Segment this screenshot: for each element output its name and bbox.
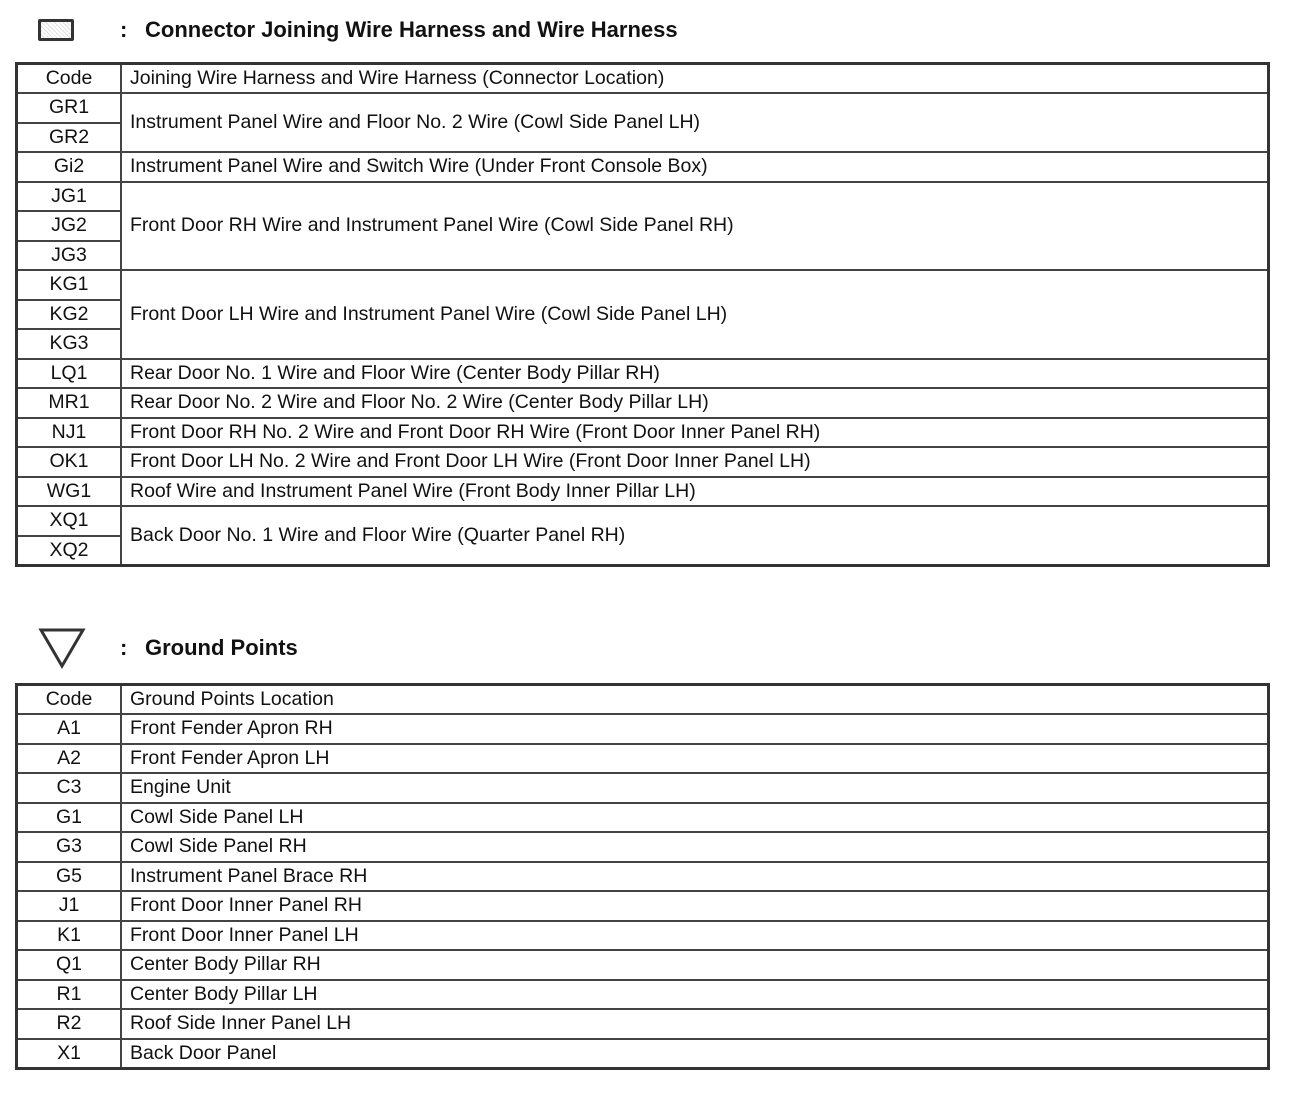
connector-section-title: Connector Joining Wire Harness and Wire Harness: [145, 17, 678, 42]
connector-location: Front Door RH No. 2 Wire and Front Door RH Wire (Front Door Inner Panel RH): [121, 418, 1269, 448]
location-header: Joining Wire Harness and Wire Harness (Connector Location): [121, 64, 1269, 94]
ground-code: J1: [17, 891, 122, 921]
ground-code: C3: [17, 773, 122, 803]
table-row: [17, 950, 1269, 980]
connector-location: Front Door RH Wire and Instrument Panel Wire (Cowl Side Panel RH): [121, 182, 1269, 271]
table-row: [17, 506, 1269, 536]
connector-location: Rear Door No. 2 Wire and Floor No. 2 Wire (Center Body Pillar LH): [121, 388, 1269, 418]
ground-location: Roof Side Inner Panel LH: [121, 1009, 1269, 1039]
table-row: [17, 418, 1269, 448]
table-row: [17, 270, 1269, 300]
connector-code: JG1: [17, 182, 122, 212]
connector-location: Rear Door No. 1 Wire and Floor Wire (Center Body Pillar RH): [121, 359, 1269, 389]
ground-location: Back Door Panel: [121, 1039, 1269, 1069]
table-row: [17, 803, 1269, 833]
ground-code: K1: [17, 921, 122, 951]
table-row: [17, 1009, 1269, 1039]
table-row: [17, 182, 1269, 212]
ground-code: R2: [17, 1009, 122, 1039]
connector-legend: [38, 10, 678, 50]
connector-code: KG2: [17, 300, 122, 330]
ground-location: Front Fender Apron LH: [121, 744, 1269, 774]
table-row: [17, 773, 1269, 803]
connector-location: Instrument Panel Wire and Floor No. 2 Wire (Cowl Side Panel LH): [121, 93, 1269, 152]
connector-code: LQ1: [17, 359, 122, 389]
table-row: [17, 980, 1269, 1010]
table-row: [17, 921, 1269, 951]
ground-code: A1: [17, 714, 122, 744]
ground-location: Center Body Pillar RH: [121, 950, 1269, 980]
legend-colon: :: [120, 17, 128, 42]
ground-code: Q1: [17, 950, 122, 980]
connector-code: NJ1: [17, 418, 122, 448]
connector-code: JG2: [17, 211, 122, 241]
ground-location: Center Body Pillar LH: [121, 980, 1269, 1010]
connector-code: GR2: [17, 123, 122, 153]
table-row: [17, 1039, 1269, 1069]
connector-code: XQ1: [17, 506, 122, 536]
ground-code: G1: [17, 803, 122, 833]
connector-code: GR1: [17, 93, 122, 123]
ground-location: Front Door Inner Panel RH: [121, 891, 1269, 921]
ground-location: Front Door Inner Panel LH: [121, 921, 1269, 951]
connector-location: Back Door No. 1 Wire and Floor Wire (Quarter Panel RH): [121, 506, 1269, 566]
ground-code: X1: [17, 1039, 122, 1069]
connector-code: Gi2: [17, 152, 122, 182]
table-row: [17, 447, 1269, 477]
ground-location: Front Fender Apron RH: [121, 714, 1269, 744]
ground-triangle-icon: [38, 627, 86, 669]
connector-code: XQ2: [17, 536, 122, 566]
table-row: [17, 744, 1269, 774]
ground-table: [15, 683, 1270, 1070]
location-header: Ground Points Location: [121, 685, 1269, 715]
table-header-row: [17, 685, 1269, 715]
table-row: [17, 152, 1269, 182]
table-row: [17, 714, 1269, 744]
ground-section-title: Ground Points: [145, 635, 298, 660]
ground-location: Cowl Side Panel LH: [121, 803, 1269, 833]
ground-location: Engine Unit: [121, 773, 1269, 803]
ground-code: G5: [17, 862, 122, 892]
connector-code: WG1: [17, 477, 122, 507]
connector-table: [15, 62, 1270, 567]
connector-location: Roof Wire and Instrument Panel Wire (Front Body Inner Pillar LH): [121, 477, 1269, 507]
table-header-row: [17, 64, 1269, 94]
table-row: [17, 832, 1269, 862]
table-row: [17, 388, 1269, 418]
table-row: [17, 359, 1269, 389]
connector-location: Front Door LH No. 2 Wire and Front Door LH Wire (Front Door Inner Panel LH): [121, 447, 1269, 477]
table-row: [17, 93, 1269, 123]
connector-code: OK1: [17, 447, 122, 477]
connector-code: JG3: [17, 241, 122, 271]
ground-code: A2: [17, 744, 122, 774]
table-row: [17, 862, 1269, 892]
ground-location: Cowl Side Panel RH: [121, 832, 1269, 862]
code-header: Code: [17, 64, 122, 94]
connector-location: Instrument Panel Wire and Switch Wire (Under Front Console Box): [121, 152, 1269, 182]
connector-code: KG3: [17, 329, 122, 359]
connector-location: Front Door LH Wire and Instrument Panel Wire (Cowl Side Panel LH): [121, 270, 1269, 359]
ground-legend: [38, 628, 298, 668]
ground-code: R1: [17, 980, 122, 1010]
legend-colon: :: [120, 635, 128, 660]
ground-code: G3: [17, 832, 122, 862]
connector-code: MR1: [17, 388, 122, 418]
connector-code: KG1: [17, 270, 122, 300]
connector-box-icon: [38, 19, 74, 41]
ground-location: Instrument Panel Brace RH: [121, 862, 1269, 892]
code-header: Code: [17, 685, 122, 715]
table-row: [17, 477, 1269, 507]
table-row: [17, 891, 1269, 921]
